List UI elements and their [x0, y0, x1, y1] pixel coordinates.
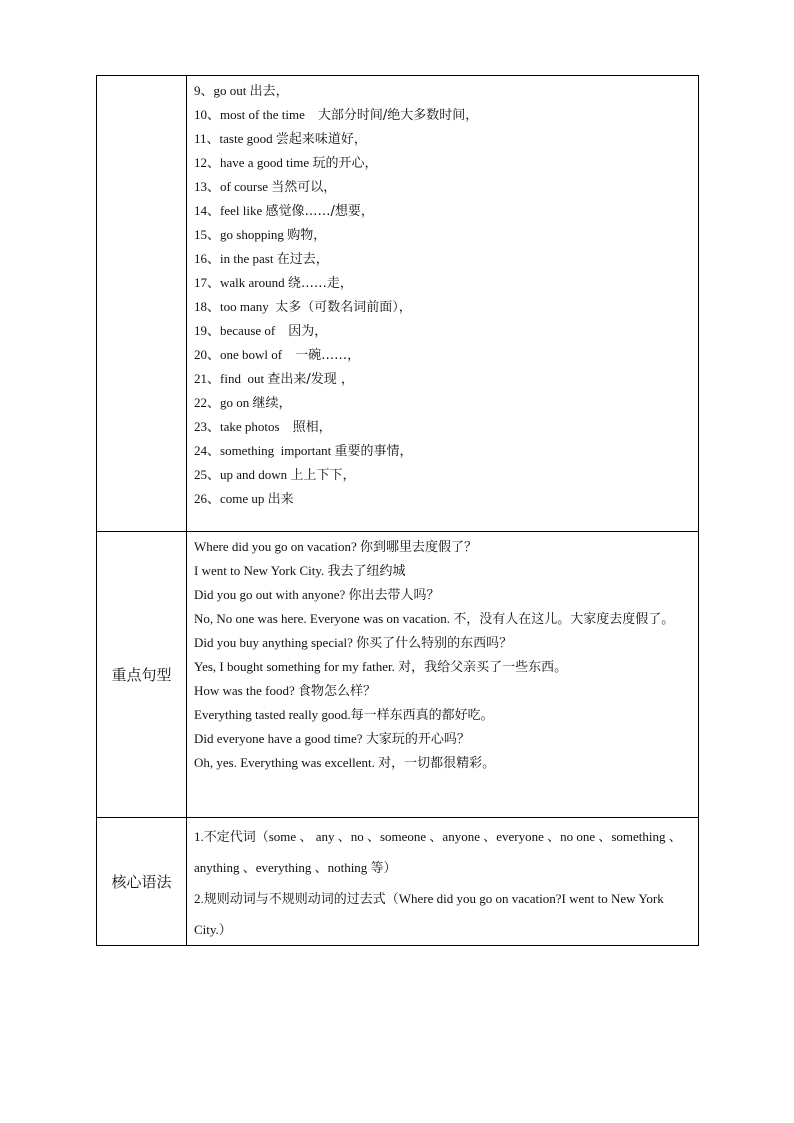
vocab-item-en: go out [213, 83, 250, 98]
vocab-item-zh: 因为， [288, 324, 328, 339]
vocab-item-en: find out [220, 371, 268, 386]
vocab-item-zh: 查出来/发现 ， [267, 372, 354, 387]
vocab-item-no: 16、 [194, 251, 221, 266]
vocab-item [194, 415, 692, 439]
vocab-row [97, 76, 699, 532]
grammar-content-cell [187, 818, 699, 946]
vocab-item-en: taste good [219, 131, 276, 146]
vocab-item [194, 223, 692, 247]
vocab-item-no: 17、 [194, 275, 221, 290]
sentence-line: Did you go out with anyone? 你出去带人吗？ [194, 587, 440, 602]
vocab-item [194, 127, 692, 151]
vocab-item-zh: 购物， [287, 228, 327, 243]
vocab-item-zh: 在过去， [276, 252, 329, 267]
sentence-line: I went to New York City. 我去了纽约城 [194, 563, 406, 578]
vocab-item-no: 22、 [194, 395, 221, 410]
vocab-item-en: have a good time [220, 155, 313, 170]
vocab-item [194, 343, 692, 367]
sentences-content-cell [187, 532, 699, 818]
vocab-item [194, 295, 692, 319]
vocab-item-no: 21、 [194, 371, 221, 386]
vocab-item-en: come up [220, 491, 268, 506]
vocab-item [194, 103, 692, 127]
vocab-item-en: too many [220, 299, 276, 314]
vocab-item-zh: 继续， [252, 396, 292, 411]
vocab-item-no: 12、 [194, 155, 221, 170]
vocab-item [194, 463, 692, 487]
vocab-item-no: 14、 [194, 203, 221, 218]
vocab-item [194, 199, 692, 223]
vocab-item-zh: 玩的开心， [312, 156, 378, 171]
vocab-item [194, 151, 692, 175]
vocab-item-zh: 照相， [292, 420, 332, 435]
vocab-item-en: something important [220, 443, 335, 458]
vocab-item-zh: 感觉像……/想要， [265, 204, 374, 219]
vocab-item [194, 271, 692, 295]
grammar-point: 2.规则动词与不规则动词的过去式（Where did you go on vacation?I went to New York City.） [194, 891, 664, 937]
vocab-content-cell [187, 76, 699, 532]
vocab-item-no: 19、 [194, 323, 221, 338]
sentence-line: No, No one was here. Everyone was on vacation. 不，没有人在这儿。大家度去度假了。 [194, 611, 675, 626]
vocab-item [194, 367, 692, 391]
grammar-point: 1.不定代词（some 、 any 、no 、someone 、anyone 、everyone 、no one 、something 、anything 、everything 、nothing 等） [194, 829, 682, 875]
vocab-item [194, 487, 692, 511]
vocab-item [194, 175, 692, 199]
vocab-item-zh: 当然可以， [271, 180, 337, 195]
vocab-item-en: walk around [220, 275, 288, 290]
vocab-item-zh: 出来 [267, 492, 294, 507]
vocab-item [194, 319, 692, 343]
vocab-item-en: because of [220, 323, 289, 338]
vocab-item-no: 25、 [194, 467, 221, 482]
vocab-item-no: 15、 [194, 227, 221, 242]
vocab-item-en: up and down [220, 467, 291, 482]
vocab-item-zh: 上上下下， [290, 468, 356, 483]
sentence-line: How was the food? 食物怎么样？ [194, 683, 376, 698]
study-table [96, 75, 699, 946]
vocab-item-en: go shopping [220, 227, 288, 242]
sentence-line: Everything tasted really good.每一样东西真的都好吃。 [194, 707, 494, 722]
vocab-item-en: of course [220, 179, 272, 194]
vocab-item-no: 20、 [194, 347, 221, 362]
vocab-item-no: 9、 [194, 83, 214, 98]
vocab-item-no: 26、 [194, 491, 221, 506]
sentence-line: Where did you go on vacation? 你到哪里去度假了？ [194, 539, 478, 554]
vocab-item-no: 11、 [194, 131, 220, 146]
vocab-item [194, 391, 692, 415]
vocab-item-zh: 一碗……， [295, 348, 361, 363]
sentences-label: 重点句型 [97, 532, 187, 818]
vocab-item-no: 10、 [194, 107, 221, 122]
vocab-item-zh: 出去， [249, 84, 289, 99]
grammar-row [97, 818, 699, 946]
grammar-label: 核心语法 [97, 818, 187, 946]
sentence-line: Did you buy anything special? 你买了什么特别的东西吗？ [194, 635, 513, 650]
sentence-line: Yes, I bought something for my father. 对，我给父亲买了一些东西。 [194, 659, 568, 674]
vocab-item-zh: 重要的事情， [334, 444, 413, 459]
vocab-item-en: go on [220, 395, 253, 410]
vocab-item-no: 13、 [194, 179, 221, 194]
sentence-line: Did everyone have a good time? 大家玩的开心吗？ [194, 731, 470, 746]
vocab-item-no: 24、 [194, 443, 221, 458]
vocab-item-no: 23、 [194, 419, 221, 434]
vocab-item-en: in the past [220, 251, 277, 266]
sentences-row [97, 532, 699, 818]
vocab-item [194, 79, 692, 103]
vocab-item-en: take photos [220, 419, 293, 434]
vocab-item-zh: 尝起来味道好， [275, 132, 367, 147]
vocab-label-cell [97, 76, 187, 532]
sentence-line: Oh, yes. Everything was excellent. 对，一切都很精彩。 [194, 755, 496, 770]
vocab-item [194, 247, 692, 271]
vocab-item-no: 18、 [194, 299, 221, 314]
vocab-item-en: one bowl of [220, 347, 296, 362]
vocab-item [194, 439, 692, 463]
vocab-item-zh: 大部分时间/绝大多数时间， [317, 108, 479, 123]
vocab-item-en: most of the time [220, 107, 318, 122]
vocab-item-zh: 太多（可数名词前面）， [275, 300, 412, 315]
vocab-list [194, 79, 692, 511]
vocab-item-en: feel like [220, 203, 266, 218]
vocab-item-zh: 绕……走， [287, 276, 353, 291]
